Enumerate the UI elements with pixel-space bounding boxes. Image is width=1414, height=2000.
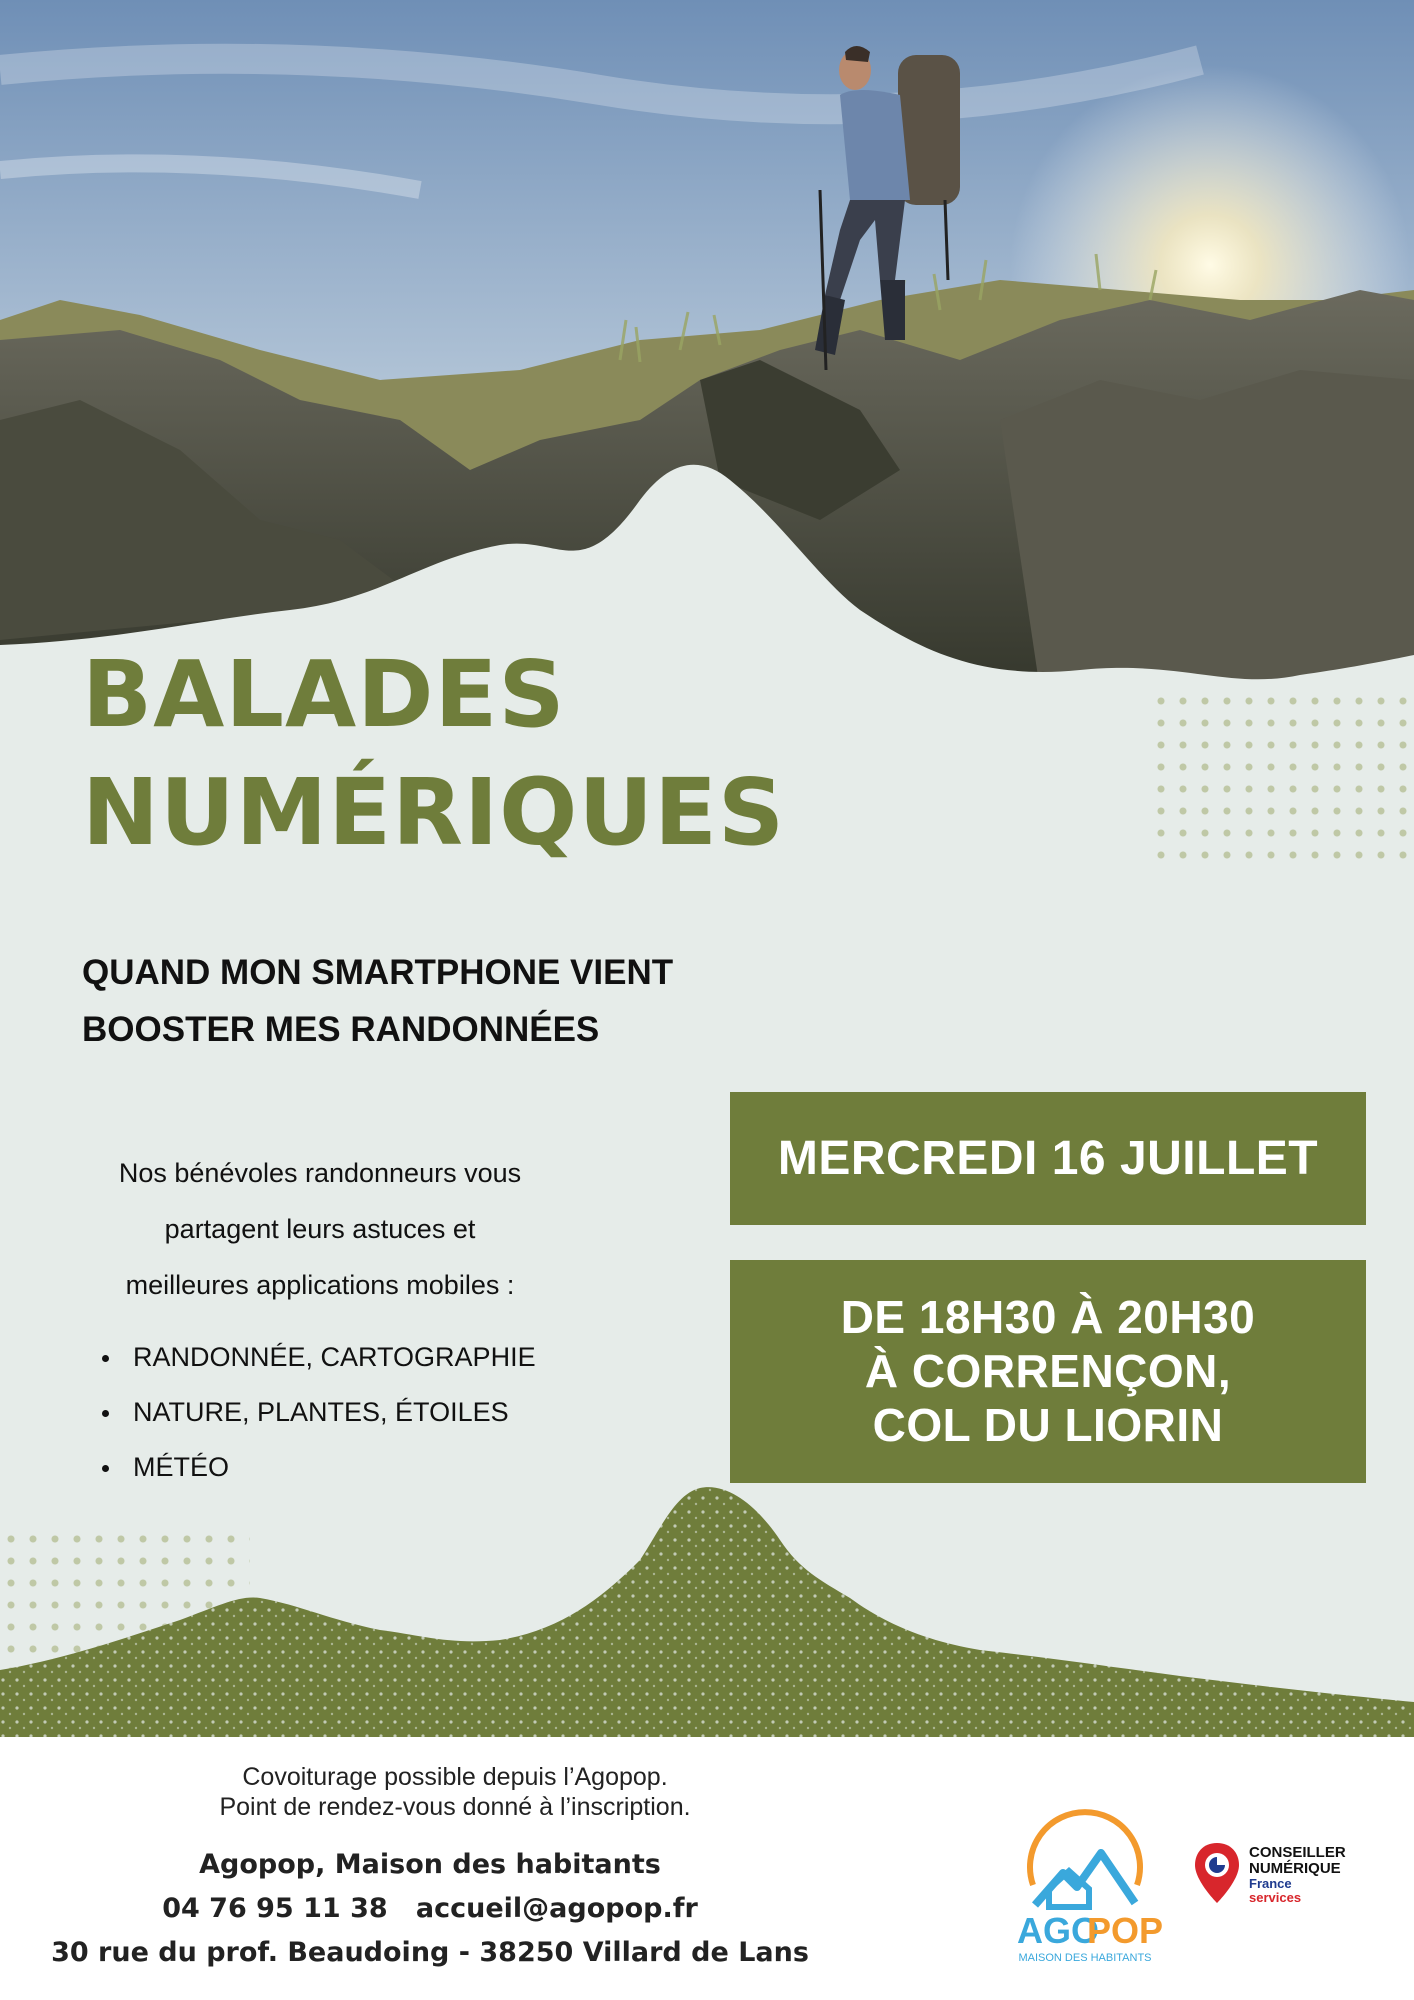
- list-item: RANDONNÉE, CARTOGRAPHIE: [102, 1330, 536, 1385]
- address: 30 rue du prof. Beaudoing - 38250 Villard de Lans: [51, 1937, 809, 1968]
- agopop-logo: [1015, 1785, 1164, 1975]
- title-line-1: BALADES: [82, 641, 566, 748]
- cn-line-1: CONSEILLER: [1249, 1844, 1346, 1861]
- place-text: À CORRENÇON,: [864, 1345, 1232, 1397]
- contact-info: [40, 1843, 820, 1975]
- intro-line-2: partagent leurs astuces et: [164, 1214, 476, 1244]
- date-text: MERCREDI 16 JUILLET: [777, 1132, 1319, 1185]
- decorative-dots: [1150, 690, 1414, 870]
- list-item: MÉTÉO: [102, 1440, 536, 1495]
- time-text: DE 18H30 À 20H30: [840, 1291, 1256, 1343]
- title-line-2: NUMÉRIQUES: [82, 759, 786, 866]
- phone-number[interactable]: 04 76 95 11 38: [162, 1893, 388, 1924]
- topics-list: [102, 1330, 536, 1495]
- phone-email-line: [40, 1887, 820, 1931]
- cn-line-4: services: [1249, 1890, 1302, 1905]
- date-banner: [730, 1092, 1366, 1225]
- carpool-line-2: Point de rendez-vous donné à l’inscription.: [219, 1793, 691, 1821]
- mountains-illustration: [0, 1480, 1414, 1740]
- conseiller-numerique-logo: [1193, 1835, 1353, 1915]
- subtitle-line-1: QUAND MON SMARTPHONE VIENT: [82, 953, 674, 992]
- agopop-name-part-2: POP: [1087, 1910, 1164, 1951]
- list-item: NATURE, PLANTES, ÉTOILES: [102, 1385, 536, 1440]
- page-title: [82, 636, 785, 872]
- cn-line-3: France: [1249, 1876, 1292, 1891]
- agopop-tagline: MAISON DES HABITANTS: [1018, 1952, 1152, 1964]
- agopop-name-part-1: AGO: [1017, 1910, 1100, 1951]
- carpool-note: [145, 1762, 765, 1822]
- time-place-banner: [730, 1260, 1366, 1483]
- intro-text: [80, 1145, 560, 1313]
- intro-line-1: Nos bénévoles randonneurs vous: [118, 1158, 522, 1188]
- subtitle: [82, 944, 673, 1058]
- organization-name: Agopop, Maison des habitants: [199, 1849, 661, 1880]
- email-link[interactable]: accueil@agopop.fr: [415, 1893, 698, 1924]
- intro-line-3: meilleures applications mobiles :: [125, 1270, 515, 1300]
- carpool-line-1: Covoiturage possible depuis l’Agopop.: [242, 1763, 668, 1791]
- cn-line-2: NUMÉRIQUE: [1249, 1860, 1341, 1877]
- subtitle-line-2: BOOSTER MES RANDONNÉES: [82, 1010, 600, 1049]
- place-detail-text: COL DU LIORIN: [872, 1399, 1224, 1451]
